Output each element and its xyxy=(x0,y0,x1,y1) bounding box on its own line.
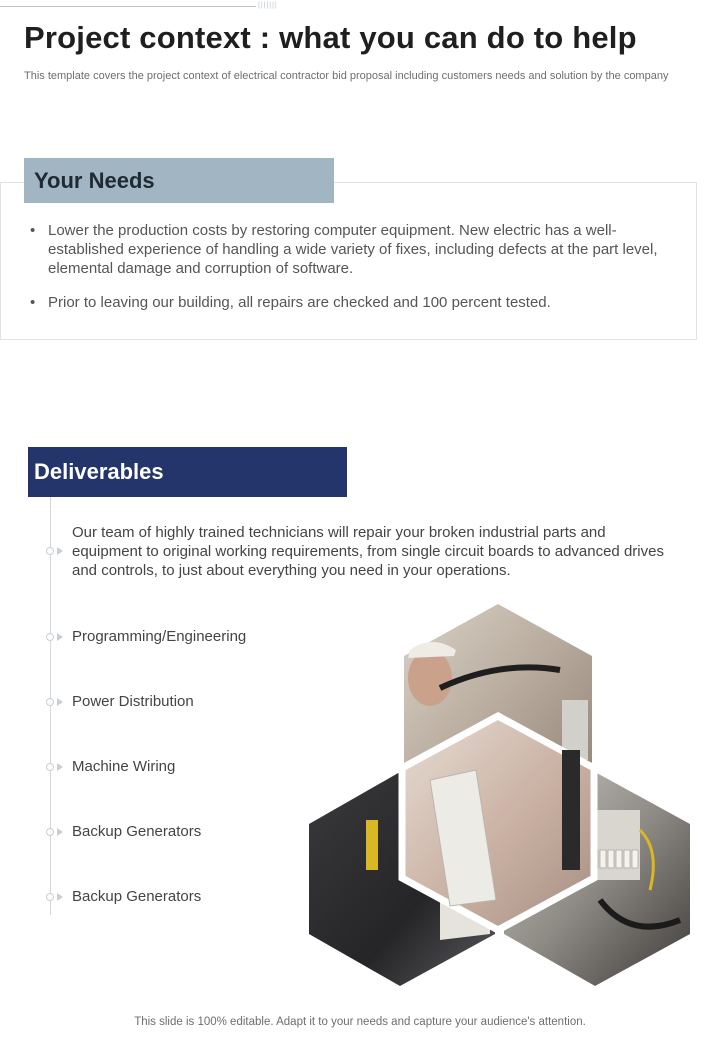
timeline-marker-icon xyxy=(45,541,67,561)
deliverable-label: Backup Generators xyxy=(72,888,202,905)
page-title: Project context : what you can do to help xyxy=(24,20,637,55)
deliverables-heading: Deliverables xyxy=(28,447,347,497)
top-decorative-ticks: ||||||| xyxy=(258,2,278,9)
bullet-icon: • xyxy=(30,222,36,239)
timeline-marker-icon xyxy=(45,822,67,842)
bullet-icon: • xyxy=(30,294,36,311)
needs-item-text: Lower the production costs by restoring computer equipment. New electric has a well-established experience of handling a wide variety of fixes, including defects at the part level, elemental damage and corruption of software. xyxy=(48,222,658,277)
timeline-marker-icon xyxy=(45,627,67,647)
footer-note: This slide is 100% editable. Adapt it to your needs and capture your audience's attention. xyxy=(134,1016,586,1028)
needs-item-text: Prior to leaving our building, all repairs are checked and 100 percent tested. xyxy=(48,294,551,311)
timeline-marker-icon xyxy=(45,757,67,777)
deliverable-label: Power Distribution xyxy=(72,693,194,710)
deliverable-label: Programming/Engineering xyxy=(72,628,247,645)
deliverables-intro: Our team of highly trained technicians will repair your broken industrial parts and equipment to original working requirements, from single circuit boards to advanced drives and controls, to just about everything you need in your operations. xyxy=(72,524,664,579)
page-subtitle: This template covers the project context of electrical contractor bid proposal including customers needs and solution by the company xyxy=(24,70,669,82)
timeline-marker-icon xyxy=(45,692,67,712)
top-decorative-rule xyxy=(0,6,256,7)
hexagon-photo-cluster xyxy=(300,600,700,992)
list-item xyxy=(30,221,658,278)
needs-list xyxy=(30,221,658,327)
deliverable-label: Backup Generators xyxy=(72,823,202,840)
deliverable-label: Machine Wiring xyxy=(72,758,176,775)
needs-heading: Your Needs xyxy=(24,158,334,203)
list-item xyxy=(30,293,658,312)
timeline-marker-icon xyxy=(45,887,67,907)
